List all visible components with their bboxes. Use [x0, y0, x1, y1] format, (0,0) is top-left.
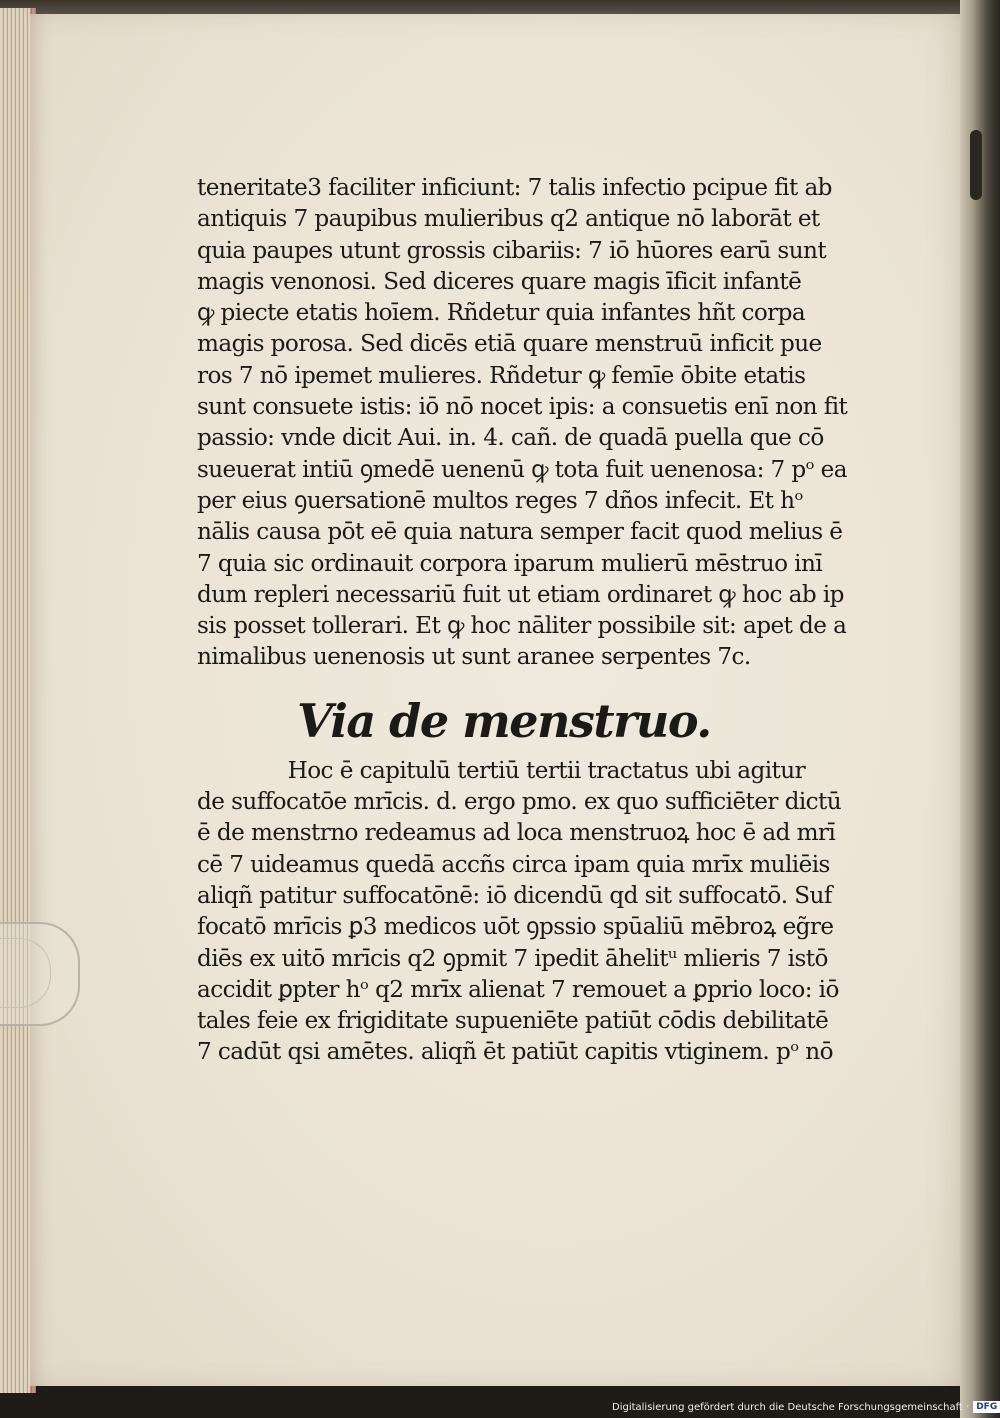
paragraph-bottom: [197, 755, 857, 1068]
text-line: teneritate3 faciliter inficiunt: 7 talis infectio pcipue fit ab: [197, 173, 832, 201]
text-line: dum repleri necessariū fuit ut etiam ordinaret ꝙ hoc ab ip: [197, 579, 844, 608]
text-line: nimalibus uenenosis ut sunt aranee serpentes 7c.: [197, 642, 751, 671]
book-gutter: [960, 0, 1000, 1418]
text-line: focatō mrīcis ꝑ3 medicos uōt ꝯpssio spūaliū mēbroꝝ eg̃re: [197, 912, 834, 941]
text-line: sunt consuete istis: iō nō nocet ipis: a consuetis enī non fit: [197, 392, 848, 421]
credit-text: Digitalisierung gefördert durch die Deutsche Forschungsgemeinschaft ·: [612, 1401, 970, 1413]
page-clip: [0, 922, 80, 1026]
text-line: ros 7 nō ipemet mulieres. Rñdetur ꝙ femīe ōbite etatis: [197, 360, 806, 389]
digitization-credit: [612, 1398, 1000, 1416]
text-line: sis posset tollerari. Et ꝙ hoc nāliter possibile sit: apet de a: [197, 611, 847, 640]
text-line: accidit ꝑpter hᵒ q2 mrīx alienat 7 remouet a ꝑprio loco: iō: [197, 974, 839, 1003]
text-line: cē 7 uideamus quedā accñs circa ipam quia mrīx muliēis: [197, 849, 830, 878]
text-line: 7 quia sic ordinauit corpora iparum mulierū mēstruo inī: [197, 548, 823, 577]
text-line: per eius ꝯuersationē multos reges 7 dños infecit. Et hᵒ: [197, 485, 803, 514]
dfg-logo: DFG: [973, 1401, 1000, 1413]
text-line: magis venonosi. Sed diceres quare magis īficit infantē: [197, 266, 802, 295]
section-heading: Via de menstruo.: [297, 693, 711, 748]
text-line: nālis causa pōt eē quia natura semper facit quod melius ē: [197, 517, 843, 546]
paragraph-top: [197, 172, 857, 673]
text-line: passio: vnde dicit Aui. in. 4. cañ. de quadā puella que cō: [197, 423, 824, 452]
page-text: [197, 172, 857, 1068]
gutter-tab: [970, 130, 982, 200]
text-line: de suffocatōe mrīcis. d. ergo pmo. ex quo sufficiēter dictū: [197, 787, 842, 816]
text-line: Hoc ē capitulū tertiū tertii tractatus ubi agitur: [287, 755, 806, 784]
text-line: diēs ex uitō mrīcis q2 ꝯpmit 7 ipedit āhelitᵘ mlieris 7 istō: [197, 943, 828, 972]
text-line: ꝙ piecte etatis hoīem. Rñdetur quia infantes hñt corpa: [197, 298, 806, 327]
book-cover-edge: [0, 0, 1000, 14]
text-line: quia paupes utunt grossis cibariis: 7 iō hūores earū sunt: [197, 235, 827, 264]
text-line: antiquis 7 paupibus mulieribus q2 antique nō laborāt et: [197, 204, 820, 233]
text-line: magis porosa. Sed dicēs etiā quare menstruū inficit pue: [197, 329, 822, 358]
text-line: sueuerat intiū ꝯmedē uenenū ꝙ tota fuit uenenosa: 7 pᵒ ea: [197, 454, 847, 483]
text-line: ē de menstrno redeamus ad loca menstruoꝝ hoc ē ad mrī: [197, 818, 836, 847]
text-line: tales feie ex frigiditate supueniēte patiūt cōdis debilitatē: [197, 1006, 829, 1035]
text-line: aliqñ patitur suffocatōnē: iō dicendū qd sit suffocatō. Suf: [197, 880, 832, 909]
text-line: 7 cadūt qsi amētes. aliqñ ēt patiūt capitis vtiginem. pᵒ nō: [197, 1037, 833, 1066]
